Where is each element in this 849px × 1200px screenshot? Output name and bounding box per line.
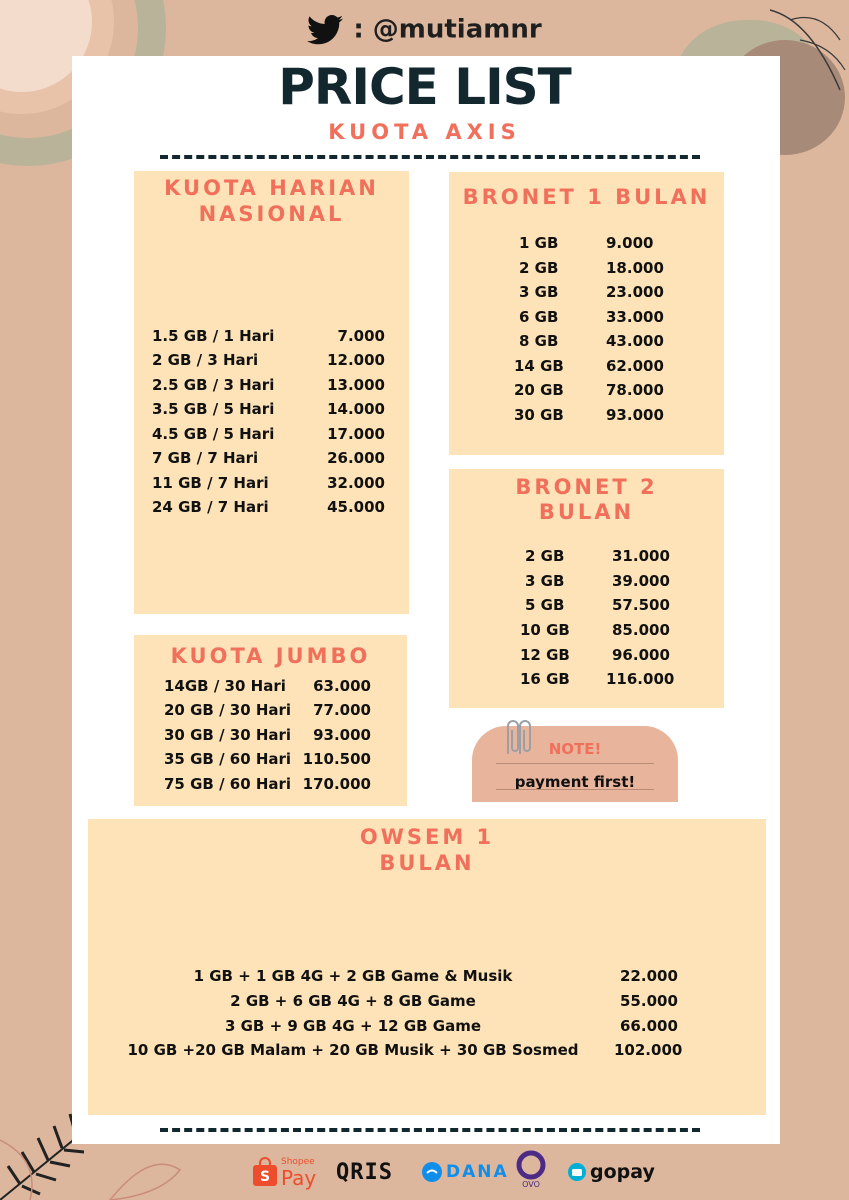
item-price: 170.000: [302, 775, 371, 793]
item-name: 16 GB: [520, 670, 570, 688]
list-item-price: [606, 259, 664, 277]
list-item: [164, 775, 291, 793]
item-price: 32.000: [327, 474, 385, 492]
item-name: 2.5 GB / 3 Hari: [152, 376, 275, 394]
panel-kuota-harian: [134, 171, 409, 614]
item-name: 4.5 GB / 5 Hari: [152, 425, 275, 443]
ovo-text: OVO: [522, 1180, 540, 1189]
list-item-price: [313, 726, 371, 744]
item-name: 5 GB: [525, 596, 565, 614]
list-item: [152, 351, 258, 369]
list-item-price: [612, 547, 670, 565]
svg-text:S: S: [259, 1169, 271, 1185]
item-price: 55.000: [620, 992, 678, 1010]
item-name: 14GB / 30 Hari: [164, 677, 286, 695]
twitter-handle: [0, 14, 849, 45]
item-name: 3.5 GB / 5 Hari: [152, 400, 275, 418]
list-item: [164, 701, 291, 719]
list-item-price: [612, 646, 670, 664]
dana-text: DANA: [446, 1162, 509, 1182]
ovo-logo: [516, 1150, 546, 1196]
item-price: 96.000: [612, 646, 670, 664]
ovo-icon: [516, 1150, 546, 1180]
item-name: 2 GB / 3 Hari: [152, 351, 259, 369]
item-price: 23.000: [606, 283, 664, 301]
shopee-small-text: Shopee: [281, 1157, 315, 1167]
list-item: [88, 1017, 618, 1035]
list-item: [519, 259, 558, 277]
list-item: [519, 332, 558, 350]
item-name: 20 GB: [514, 381, 564, 399]
item-name: 30 GB / 30 Hari: [164, 726, 292, 744]
list-item: [525, 596, 564, 614]
item-price: 66.000: [620, 1017, 678, 1035]
list-item: [514, 357, 564, 375]
list-item-price: [614, 1041, 682, 1059]
list-item: [164, 750, 291, 768]
item-price: 93.000: [313, 726, 371, 744]
item-name: 10 GB +20 GB Malam + 20 GB Musik + 30 GB Sosmed: [127, 1041, 579, 1059]
gopay-text: gopay: [590, 1161, 655, 1183]
item-price: 110.500: [302, 750, 371, 768]
item-price: 78.000: [606, 381, 664, 399]
item-name: 14 GB: [514, 357, 564, 375]
qris-text: QRIS: [336, 1159, 393, 1185]
item-name: 1 GB + 1 GB 4G + 2 GB Game & Musik: [193, 967, 513, 985]
item-name: 3 GB + 9 GB 4G + 12 GB Game: [224, 1017, 482, 1035]
list-item: [525, 547, 564, 565]
paperclip-icon: [500, 718, 534, 758]
list-item: [152, 376, 274, 394]
list-item: [152, 474, 269, 492]
item-name: 10 GB: [520, 621, 570, 639]
item-price: 9.000: [606, 234, 654, 252]
twitter-bird-icon: [307, 15, 343, 45]
list-item: [525, 572, 564, 590]
list-item-price: [606, 670, 674, 688]
page-subtitle: KUOTA AXIS: [328, 120, 521, 144]
list-item-price: [620, 992, 678, 1010]
item-name: 6 GB: [519, 308, 559, 326]
qris-logo: [336, 1152, 393, 1192]
panel-bronet-2-bulan: [449, 469, 724, 708]
item-price: 62.000: [606, 357, 664, 375]
panel-title-line2: NASIONAL: [198, 202, 345, 226]
item-price: 22.000: [620, 967, 678, 985]
panel-title-line1: OWSEM 1: [359, 825, 495, 849]
list-item: [164, 677, 286, 695]
list-item-price: [313, 677, 371, 695]
panel-title: KUOTA JUMBO: [170, 644, 371, 668]
item-price: 17.000: [327, 425, 385, 443]
item-name: 3 GB: [519, 283, 559, 301]
list-item: [520, 646, 570, 664]
item-price: 7.000: [337, 327, 385, 345]
shopee-big-text: Pay: [281, 1166, 317, 1190]
gopay-logo: [568, 1152, 655, 1192]
panel-title-line1: KUOTA HARIAN: [164, 176, 379, 200]
list-item: [520, 621, 570, 639]
list-item-price: [606, 283, 664, 301]
list-item: [164, 726, 291, 744]
item-price: 63.000: [313, 677, 371, 695]
item-price: 39.000: [612, 572, 670, 590]
list-item-price: [338, 327, 385, 345]
list-item-price: [327, 449, 385, 467]
list-item-price: [612, 572, 670, 590]
list-item: [519, 234, 558, 252]
list-item: [152, 400, 274, 418]
list-item: [514, 381, 564, 399]
item-price: 12.000: [327, 351, 385, 369]
item-price: 102.000: [614, 1041, 683, 1059]
panel-title-line2: BULAN: [379, 851, 475, 875]
list-item: [519, 308, 558, 326]
list-item-price: [327, 351, 385, 369]
dana-icon: [422, 1162, 442, 1182]
item-price: 26.000: [327, 449, 385, 467]
list-item: [152, 425, 274, 443]
item-price: 43.000: [606, 332, 664, 350]
item-name: 75 GB / 60 Hari: [164, 775, 292, 793]
item-name: 11 GB / 7 Hari: [152, 474, 269, 492]
panel-bronet-1-bulan: [449, 172, 724, 455]
list-item: [514, 406, 564, 424]
note-text: payment first!: [514, 773, 636, 791]
item-price: 13.000: [327, 376, 385, 394]
item-name: 20 GB / 30 Hari: [164, 701, 292, 719]
list-item-price: [620, 967, 678, 985]
dana-logo: [422, 1152, 509, 1192]
handle-text: : @mutiamnr: [353, 14, 542, 45]
list-item-price: [327, 498, 385, 516]
item-price: 57.500: [612, 596, 670, 614]
item-name: 30 GB: [514, 406, 564, 424]
list-item-price: [313, 701, 371, 719]
item-name: 2 GB + 6 GB 4G + 8 GB Game: [230, 992, 476, 1010]
list-item-price: [327, 425, 385, 443]
list-item-price: [606, 234, 653, 252]
item-name: 7 GB / 7 Hari: [152, 449, 259, 467]
list-item-price: [303, 775, 371, 793]
item-price: 31.000: [612, 547, 670, 565]
shopee-bag-icon: [252, 1157, 278, 1187]
item-price: 18.000: [606, 259, 664, 277]
item-price: 14.000: [327, 400, 385, 418]
list-item: [88, 992, 618, 1010]
list-item-price: [327, 474, 385, 492]
item-price: 45.000: [327, 498, 385, 516]
panel-title-line2: BULAN: [538, 500, 635, 524]
item-name: 3 GB: [525, 572, 565, 590]
item-name: 35 GB / 60 Hari: [164, 750, 292, 768]
panel-owsem-1-bulan: [88, 819, 766, 1115]
list-item-price: [303, 750, 371, 768]
list-item-price: [620, 1017, 678, 1035]
list-item-price: [606, 381, 664, 399]
item-price: 33.000: [606, 308, 664, 326]
note-line-bottom: [496, 789, 654, 790]
list-item: [152, 327, 274, 345]
list-item: [520, 670, 570, 688]
item-price: 116.000: [606, 670, 675, 688]
panel-kuota-jumbo: [134, 635, 407, 806]
list-item-price: [612, 596, 670, 614]
list-item-price: [606, 406, 664, 424]
list-item-price: [606, 332, 664, 350]
bottom-dashed-divider: [160, 1128, 700, 1132]
panel-title: BRONET 1 BULAN: [462, 185, 711, 209]
note-title: NOTE!: [548, 740, 602, 758]
page-title: PRICE LIST: [278, 58, 571, 116]
item-name: 12 GB: [520, 646, 570, 664]
gopay-icon: [568, 1163, 586, 1181]
item-name: 24 GB / 7 Hari: [152, 498, 269, 516]
list-item: [88, 1041, 618, 1059]
shopeepay-logo: [252, 1152, 316, 1192]
list-item-price: [606, 357, 664, 375]
list-item-price: [612, 621, 670, 639]
item-price: 93.000: [606, 406, 664, 424]
list-item-price: [327, 400, 385, 418]
list-item: [519, 283, 558, 301]
list-item: [152, 498, 269, 516]
list-item: [152, 449, 258, 467]
top-dashed-divider: [160, 155, 700, 159]
list-item: [88, 967, 618, 985]
item-name: 8 GB: [519, 332, 559, 350]
item-price: 77.000: [313, 701, 371, 719]
item-name: 1 GB: [519, 234, 559, 252]
panel-title-line1: BRONET 2: [515, 475, 658, 499]
item-name: 1.5 GB / 1 Hari: [152, 327, 275, 345]
item-name: 2 GB: [525, 547, 565, 565]
item-price: 85.000: [612, 621, 670, 639]
item-name: 2 GB: [519, 259, 559, 277]
list-item-price: [327, 376, 385, 394]
note-line-top: [496, 763, 654, 764]
list-item-price: [606, 308, 664, 326]
